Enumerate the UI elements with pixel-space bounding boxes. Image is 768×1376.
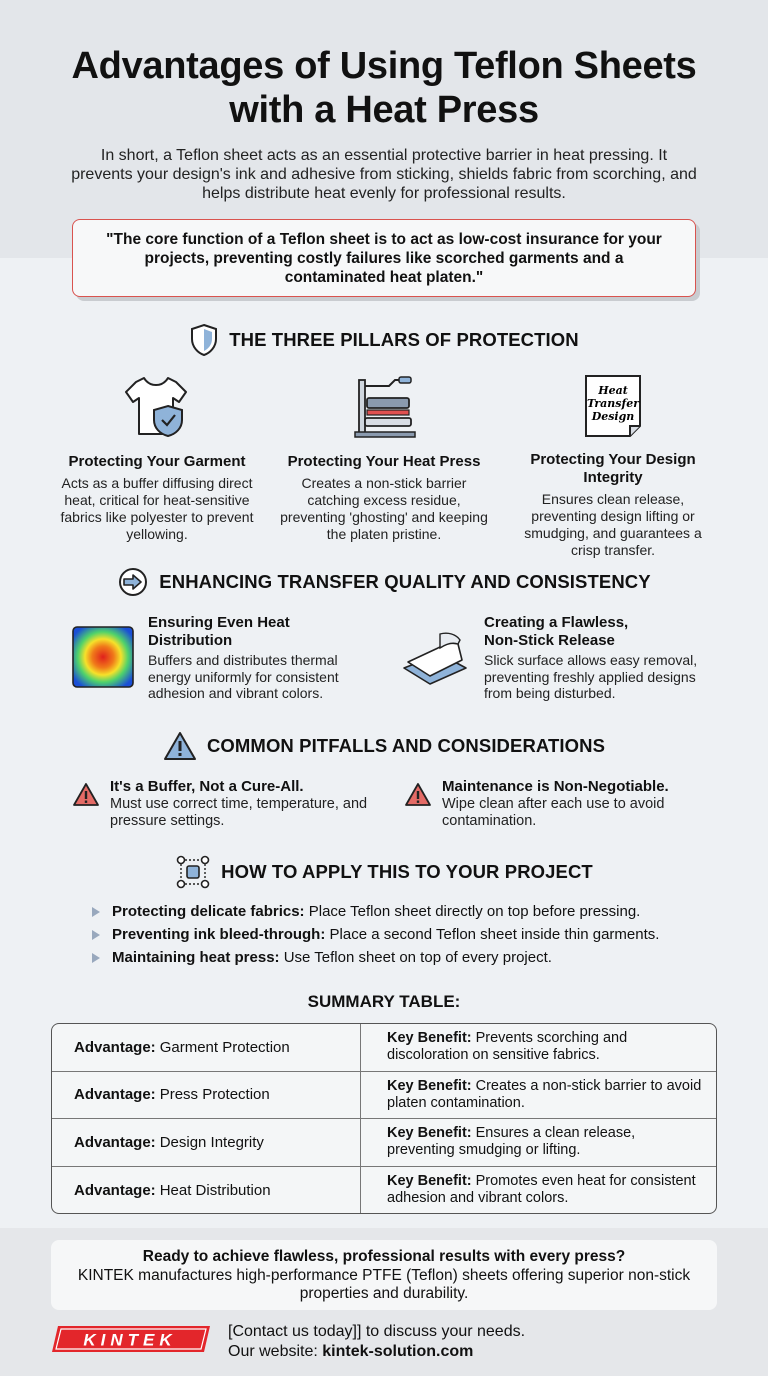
- bullet-arrow-icon: [92, 907, 100, 917]
- feature-heat-distribution: [72, 614, 372, 702]
- page-title: Advantages of Using Teflon Sheets with a Heat Press: [71, 45, 697, 131]
- contact-link[interactable]: [Contact us today]]: [228, 1323, 362, 1340]
- pillar-press-text: Creates a non-stick barrier catching excess residue, preventing 'ghosting' and keeping the platen pristine.: [280, 475, 488, 542]
- pillar-garment-text: Acts as a buffer diffusing direct heat, critical for heat-sensitive fabrics like polyester to prevent yellowing.: [60, 475, 254, 542]
- cta-text: KINTEK manufactures high-performance PTFE (Teflon) sheets offering superior non-stick properties and durability.: [77, 1266, 691, 1302]
- feature-nonstick-release: [400, 614, 720, 702]
- step-label: Maintaining heat press:: [112, 949, 280, 966]
- benefit-value: Creates a non-stick barrier to avoid platen contamination.: [387, 1077, 702, 1111]
- benefit-label: Key Benefit:: [387, 1173, 472, 1190]
- bullet-arrow-icon: [92, 953, 100, 963]
- pitfall-maintenance-text: Wipe clean after each use to avoid contamination.: [442, 796, 665, 829]
- table-row: [52, 1167, 716, 1215]
- apply-heading-text: HOW TO APPLY THIS TO YOUR PROJECT: [221, 861, 593, 882]
- contact-rest: to discuss your needs.: [361, 1323, 526, 1340]
- website-label: Our website:: [228, 1343, 323, 1360]
- benefit-label: Key Benefit:: [387, 1030, 472, 1047]
- feature-heat-title: Ensuring Even Heat Distribution: [148, 614, 290, 649]
- step-text: Use Teflon sheet on top of every project.: [283, 949, 552, 966]
- list-item: [92, 900, 732, 923]
- kintek-logo: [50, 1325, 212, 1353]
- arrow-circle-icon: [117, 566, 149, 598]
- quality-heading: [0, 565, 768, 599]
- step-text: Place Teflon sheet directly on top before pressing.: [308, 903, 641, 920]
- pitfall-buffer: [72, 778, 372, 830]
- contact-block: [228, 1322, 525, 1362]
- design-card-icon: [578, 372, 648, 442]
- pillar-design-text: Ensures clean release, preventing design lifting or smudging, and guarantees a crisp transfer.: [524, 491, 702, 558]
- peeling-sheet-icon: [400, 628, 470, 690]
- advantage-value: Garment Protection: [159, 1038, 290, 1056]
- benefit-value: Ensures a clean release, preventing smudging or lifting.: [387, 1125, 636, 1159]
- list-item: [92, 946, 732, 969]
- quote-box: [72, 219, 696, 297]
- advantage-label: Advantage:: [74, 1181, 156, 1199]
- svg-text:Transfer: Transfer: [586, 397, 640, 410]
- cta-question: Ready to achieve flawless, professional results with every press?: [142, 1248, 626, 1265]
- pitfall-maintenance-title: Maintenance is Non-Negotiable.: [442, 778, 669, 795]
- advantage-label: Advantage:: [74, 1086, 156, 1104]
- summary-table: [51, 1023, 717, 1214]
- apply-heading: [0, 855, 768, 889]
- svg-text:Heat: Heat: [598, 384, 628, 397]
- benefit-label: Key Benefit:: [387, 1125, 472, 1142]
- pillars-heading-text: THE THREE PILLARS OF PROTECTION: [229, 329, 579, 350]
- benefit-value: Promotes even heat for consistent adhesion and vibrant colors.: [387, 1173, 696, 1207]
- shield-icon: [189, 323, 219, 357]
- feature-release-title: Creating a Flawless, Non-Stick Release: [484, 614, 629, 649]
- step-label: Preventing ink bleed-through:: [112, 926, 326, 943]
- table-row: [52, 1119, 716, 1167]
- pitfall-maintenance: [404, 778, 704, 830]
- pillar-garment: [52, 372, 262, 543]
- advantage-value: Press Protection: [159, 1086, 270, 1104]
- step-text: Place a second Teflon sheet inside thin garments.: [329, 926, 660, 943]
- pitfalls-heading-text: COMMON PITFALLS AND CONSIDERATIONS: [206, 735, 606, 756]
- feature-release-text: Slick surface allows easy removal, preventing freshly applied designs from being disturbed.: [484, 652, 698, 701]
- quality-heading-text: ENHANCING TRANSFER QUALITY AND CONSISTENCY: [159, 571, 651, 592]
- pitfall-buffer-text: Must use correct time, temperature, and pressure settings.: [110, 796, 368, 829]
- heat-press-icon: [349, 372, 419, 442]
- cta-box: [51, 1240, 717, 1310]
- intro-text: In short, a Teflon sheet acts as an essential protective barrier in heat pressing. It prevents your design's ink and adhesive from sticking, shields fabric from scorching, and helps distribute heat evenly for professional results.: [71, 147, 697, 202]
- pillar-press-title: Protecting Your Heat Press: [287, 453, 481, 470]
- svg-text:Design: Design: [591, 410, 635, 423]
- warning-icon: [404, 782, 432, 808]
- workflow-icon: [175, 854, 211, 890]
- pitfall-buffer-title: It's a Buffer, Not a Cure-All.: [110, 778, 304, 795]
- advantage-label: Advantage:: [74, 1038, 156, 1056]
- quote-text: "The core function of a Teflon sheet is to act as low-cost insurance for your projects, preventing costly failures like scorched garments and a contaminated heat platen.": [106, 230, 662, 286]
- pillar-design: [508, 372, 718, 559]
- bullet-arrow-icon: [92, 930, 100, 940]
- heatmap-icon: [72, 626, 134, 688]
- feature-heat-text: Buffers and distributes thermal energy uniformly for consistent adhesion and vibrant colors.: [148, 652, 339, 701]
- apply-steps-list: [92, 900, 732, 969]
- logo-text: KINTEK: [83, 1330, 177, 1350]
- warning-icon: [163, 730, 197, 762]
- website-link[interactable]: kintek-solution.com: [322, 1343, 474, 1360]
- tshirt-shield-icon: [122, 372, 192, 442]
- table-row: [52, 1024, 716, 1072]
- pitfalls-heading: [0, 729, 768, 763]
- pillar-garment-title: Protecting Your Garment: [68, 453, 246, 470]
- benefit-value: Prevents scorching and discoloration on sensitive fabrics.: [387, 1030, 628, 1064]
- table-row: [52, 1072, 716, 1120]
- pillar-design-title: Protecting Your Design Integrity: [530, 451, 696, 486]
- summary-title: SUMMARY TABLE:: [307, 992, 461, 1011]
- advantage-value: Heat Distribution: [159, 1181, 271, 1199]
- advantage-label: Advantage:: [74, 1133, 156, 1151]
- step-label: Protecting delicate fabrics:: [112, 903, 305, 920]
- pillar-press: [279, 372, 489, 543]
- advantage-value: Design Integrity: [159, 1133, 264, 1151]
- list-item: [92, 923, 732, 946]
- warning-icon: [72, 782, 100, 808]
- pillars-heading: [0, 323, 768, 357]
- benefit-label: Key Benefit:: [387, 1077, 472, 1094]
